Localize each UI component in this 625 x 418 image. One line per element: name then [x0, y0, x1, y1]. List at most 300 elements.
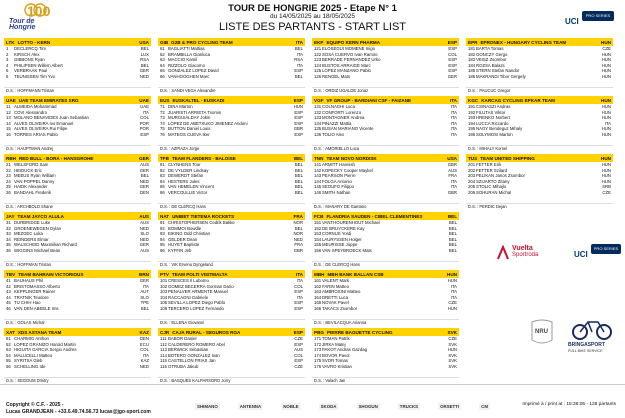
team-name: TFB: [160, 155, 169, 161]
rider-country: BEL: [294, 167, 303, 173]
rider-name: KIRSCH Alex: [14, 51, 40, 57]
team-director: D.S. : AMORIELLO Luca: [312, 145, 459, 151]
rider-country: HUN: [601, 126, 611, 132]
rider-name: LOPEZ GRANIZO Harold Martin: [14, 341, 76, 347]
team-block: [466, 96, 613, 152]
rider-name: STERN Stefan Nandor: [476, 68, 520, 74]
team-block: [4, 212, 151, 268]
rider-country: ESP: [294, 68, 303, 74]
team-name: EKP: [314, 39, 324, 45]
rider-bib: 172: [314, 341, 322, 347]
rider-country: NOR: [293, 231, 303, 237]
rider-name: TRATNIK Teodore: [14, 294, 49, 300]
rider-bib: 1: [6, 46, 9, 51]
rider-name: BOVOR Pavol: [322, 352, 350, 358]
rider-country: ITA: [296, 294, 303, 300]
team-header: [466, 38, 613, 46]
rider-name: MEEUS Ryan William: [14, 173, 56, 179]
rider-bib: 35: [6, 242, 11, 248]
rider-bib: 71: [160, 104, 165, 109]
team-block: [4, 154, 151, 210]
rider-country: ESP: [448, 62, 457, 68]
team-country: ESP: [293, 97, 303, 103]
rider-bib: 143: [314, 173, 322, 179]
rider-bib: 132: [314, 109, 322, 115]
rider-name: MEZGEC Luka: [14, 231, 43, 237]
rider-bib: 116: [160, 363, 167, 369]
rider-country: DEN: [139, 189, 149, 195]
rider-bib: 44: [6, 294, 11, 300]
rider-country: ITA: [296, 278, 303, 283]
rider-country: HUN: [601, 131, 611, 137]
rider-country: SLO: [140, 294, 149, 300]
rider-country: BEL: [448, 242, 457, 248]
rider-country: BEL: [294, 46, 303, 51]
rider-country: ESP: [448, 46, 457, 51]
partner-logo: TRUCKS: [399, 403, 419, 409]
rider-bib: 45: [6, 300, 11, 306]
rider-row: [466, 74, 613, 80]
team-name: TNN: [314, 155, 324, 161]
team-header: [4, 154, 151, 162]
rider-bib: 165: [314, 300, 322, 306]
rider-bib: 175: [314, 358, 322, 364]
team-name: LTK: [6, 39, 15, 45]
rider-bib: 123: [314, 57, 322, 63]
team-header: [158, 328, 305, 336]
rider-name: SZIJARTO Zitany: [476, 178, 510, 184]
rider-country: ITA: [450, 283, 457, 289]
rider-name: BOTERO GONZALEZ Ivan: [168, 352, 220, 358]
rider-bib: 12: [6, 109, 11, 115]
team-director: D.S. : PAUCUC Gregor: [466, 87, 613, 93]
race-title: TOUR DE HONGRIE 2025 - Etape N° 1: [228, 3, 397, 14]
team-country: USA: [447, 155, 457, 161]
rider-country: ITA: [604, 120, 611, 126]
rider-name: HRENKO Norbert: [476, 115, 510, 121]
rider-bib: 145: [314, 184, 322, 190]
rider-name: TAKACS Zsombor: [322, 305, 358, 311]
rider-country: BEL: [448, 225, 457, 231]
team-director: D.S. : SEGOUM Dmitry: [4, 377, 151, 383]
rider-name: SMITH Nathan: [322, 189, 351, 195]
team-name: JAY: [6, 213, 15, 219]
rider-country: GER: [139, 68, 149, 74]
rider-country: RSA: [294, 57, 303, 63]
rider-name: VEISZ Zsombor: [476, 57, 507, 63]
rider-bib: 162: [314, 283, 322, 289]
team-full-name: FLANDRIA SAUDEN - CIBEL CLEMENTINES: [326, 213, 423, 219]
rider-name: MONTAGNER Andrea: [322, 115, 365, 121]
rider-name: GIBBONS Ryan: [14, 57, 45, 63]
rider-country: UAE: [140, 104, 149, 109]
rider-name: BUTTON Daniel Louis: [168, 126, 211, 132]
rider-row: [312, 248, 459, 254]
rider-name: BABOR Daniel: [168, 336, 197, 341]
team-block: [158, 96, 305, 152]
rider-row: [158, 306, 305, 312]
race-dates: du 14/05/2025 au 18/05/2025: [270, 13, 355, 20]
rider-bib: 83: [160, 173, 165, 179]
rider-name: CORNUS Yordi: [322, 231, 352, 237]
team-country: HUN: [601, 39, 611, 45]
print-info: Imprimé à / print at : 15:36:05 - 128 partants: [522, 402, 616, 407]
rider-name: LOPEZ DE ABETXUKO JIMENEZ Andoni: [168, 120, 248, 126]
team-block: [466, 38, 613, 94]
rider-name: PHILIPSEN Willem Albert: [14, 62, 63, 68]
rider-name: VAN POPPEL Danny: [14, 178, 55, 184]
team-name: MBH: [314, 271, 325, 277]
rider-name: WALSCHEID Maximilian Richard: [14, 242, 77, 248]
rider-country: AUT: [140, 289, 149, 295]
rider-bib: 181: [468, 46, 476, 51]
partner-logo: SHOGUN: [358, 403, 378, 409]
rider-country: COL: [294, 352, 303, 358]
partner-logo: ANTENNA: [239, 403, 262, 409]
rider-bib: 103: [160, 289, 168, 295]
rider-name: SYRITSA Gleb: [14, 358, 43, 364]
rider-name: COLNAGHI Luca: [322, 104, 355, 109]
rider-country: TPE: [140, 300, 149, 306]
nru-text: NRU: [535, 329, 548, 335]
team-director: D.S. : HOFFMAN Tristan: [4, 261, 151, 267]
rider-bib: 6: [6, 73, 9, 79]
rider-bib: 195: [468, 126, 476, 132]
logo-text-2: Hongrie: [9, 24, 36, 31]
rider-country: FRA: [448, 173, 457, 179]
rider-country: COL: [448, 51, 457, 57]
rider-bib: 152: [314, 225, 322, 231]
rider-bib: 15: [6, 126, 11, 132]
rider-country: ESP: [294, 289, 303, 295]
rider-row: [312, 306, 459, 312]
rider-name: FETTER Erik: [476, 162, 502, 167]
rider-name: JUARISTI ARRIETA Txomin: [168, 109, 222, 115]
rider-name: GONCZY Gergo: [476, 51, 508, 57]
rider-name: HIGUITA GARCIA Sergio Andres: [14, 347, 77, 353]
team-header: [158, 38, 305, 46]
team-country: ESP: [447, 39, 457, 45]
rider-bib: 31: [6, 220, 11, 225]
rider-bib: 124: [314, 62, 322, 68]
rider-country: SVK: [448, 352, 457, 358]
team-name: EPR: [468, 39, 478, 45]
rider-bib: 166: [314, 305, 322, 311]
team-block: [4, 270, 151, 326]
team-name: UAE: [6, 97, 16, 103]
rider-bib: 185: [468, 68, 476, 74]
team-director: D.S. : ELLENA Giovanni: [158, 319, 305, 325]
rider-country: NED: [139, 73, 149, 79]
rider-name: MOLANO BENAVIDES Juan Sebastian: [14, 115, 89, 121]
team-header: [4, 38, 151, 46]
team-country: ITA: [295, 39, 303, 45]
logo-text: Tour de: [9, 18, 35, 25]
rider-row: [312, 190, 459, 196]
rider-bib: 101: [160, 278, 168, 283]
team-country: ITA: [295, 271, 303, 277]
team-block: [312, 38, 459, 94]
team-full-name: MBH BANK BALLAN CSB: [327, 271, 384, 277]
team-header: [312, 328, 459, 336]
rider-bib: 191: [468, 104, 476, 109]
uci-logo-2: [574, 244, 622, 259]
team-full-name: UAE TEAM EMIRATES XRG: [18, 97, 79, 103]
rider-country: CZE: [448, 300, 457, 306]
rider-country: NED: [293, 236, 303, 242]
team-country: USA: [139, 39, 149, 45]
rider-name: BRAMBILLA Gianluca: [168, 51, 211, 57]
rider-country: GER: [139, 167, 149, 173]
rider-country: BEL: [294, 173, 303, 179]
rider-bib: 151: [314, 220, 322, 225]
team-block: [158, 154, 305, 210]
rider-name: NOVAK Pavel: [322, 300, 349, 306]
rider-name: EIKING Odd Christian: [168, 231, 211, 237]
rider-bib: 84: [160, 178, 165, 184]
rider-country: ITA: [450, 104, 457, 109]
rider-country: SRB: [602, 184, 611, 190]
rider-bib: 75: [160, 126, 165, 132]
rider-name: SCHELLING Ide: [14, 363, 46, 369]
header: [0, 0, 625, 36]
rider-bib: 16: [6, 131, 11, 137]
rider-country: BEL: [448, 236, 457, 242]
uci-logo: [565, 11, 621, 26]
rider-country: BEL: [294, 178, 303, 184]
rider-name: RIZZOLO Giacomo: [168, 62, 206, 68]
rider-name: HAIDK Alexander: [14, 184, 48, 190]
rider-bib: 22: [6, 167, 11, 173]
rider-row: [158, 132, 305, 138]
team-country: FRA: [293, 213, 303, 219]
rider-bib: 76: [160, 131, 165, 137]
rider-bib: 161: [314, 278, 322, 283]
rider-name: TEUNISSEN Tim Yvo: [14, 73, 55, 79]
team-director: D.S. : DE CLERCQ Hans: [158, 203, 305, 209]
rider-name: ROZSA Balazs: [476, 62, 505, 68]
rider-bib: 72: [160, 109, 165, 115]
rider-name: DE VYLDER Lindsay: [168, 167, 209, 173]
rider-bib: 184: [468, 62, 476, 68]
rider-bib: 163: [314, 289, 322, 295]
team-full-name: VF GROUP - BARDIANI CSF - FAIZANE: [326, 97, 412, 103]
team-country: BRN: [139, 271, 149, 277]
rider-bib: 25: [6, 184, 11, 190]
rider-country: AUS: [294, 347, 303, 353]
rider-country: ITA: [450, 289, 457, 295]
uci-pro-series: PRO SERIES: [582, 11, 614, 21]
rider-name: TOLIO Alex: [322, 131, 345, 137]
team-director: D.S. : BASQUES KALPARSORO Jorry: [158, 377, 305, 383]
rider-country: HUN: [447, 347, 457, 353]
rider-bib: 192: [468, 109, 476, 115]
rider-bib: 92: [160, 225, 165, 231]
rider-row: [4, 364, 151, 370]
rider-country: GER: [139, 278, 149, 283]
team-director: D.S. : BEVILACQUA Arianna: [312, 319, 459, 325]
rider-name: RENGEL Mats: [322, 73, 351, 79]
bicycle-icon: [566, 316, 618, 342]
rider-country: GER: [139, 184, 149, 190]
rider-country: HUN: [447, 278, 457, 283]
rider-bib: 154: [314, 236, 322, 242]
rider-bib: 135: [314, 126, 322, 132]
rider-country: ESP: [448, 57, 457, 63]
bringasport-text: BRINGASPORT: [568, 342, 605, 348]
rider-country: KAZ: [140, 358, 149, 364]
rider-name: LAURYSSEN Holger: [322, 236, 362, 242]
team-full-name: KARCAG CYCLING EPKAR TEAM: [481, 97, 555, 103]
rider-name: KOPECKY Cooper Maykel: [322, 167, 373, 173]
rider-name: DEWERDT Stefan: [168, 173, 204, 179]
rider-name: MACCIO Kamil: [168, 57, 198, 63]
rider-name: VAN SPEYBROECK Mats: [322, 247, 372, 253]
team-full-name: XDS ASTANA TEAM: [17, 329, 62, 335]
team-director: D.S. : MANARY DE Gaetano: [312, 203, 459, 209]
partner-logo: NOBLE: [283, 403, 299, 409]
rider-bib: 113: [160, 347, 167, 353]
rider-bib: 21: [6, 162, 11, 167]
rider-row: [312, 132, 459, 138]
rider-bib: 131: [314, 104, 322, 109]
rider-country: AUS: [140, 247, 149, 253]
rider-bib: 193: [468, 115, 476, 121]
vuelta-subtext: Sportroda: [512, 252, 539, 258]
rider-bib: 3: [6, 57, 9, 63]
rider-country: POR: [139, 120, 149, 126]
rider-bib: 34: [6, 236, 11, 242]
team-country: KAZ: [139, 329, 149, 335]
rider-name: BARTA Tomas: [476, 46, 504, 51]
rider-name: DECLERCQ Tim: [14, 46, 46, 51]
rider-country: HUN: [601, 51, 611, 57]
rider-country: BEL: [294, 73, 303, 79]
rider-name: CASTELLON FRIAS Jan: [168, 358, 216, 364]
rider-country: BEL: [448, 231, 457, 237]
rider-country: GBR: [293, 247, 303, 253]
rider-name: GELDER Dean: [168, 236, 198, 242]
team-name: PBG: [314, 329, 324, 335]
rider-name: BAGLIATTI Mattias: [168, 46, 205, 51]
team-block: [466, 154, 613, 210]
rider-name: BANDAHL Frederik: [14, 189, 52, 195]
rider-bib: 114: [160, 352, 167, 358]
rider-country: BEL: [140, 62, 149, 68]
uci-pro-series-2: PRO SERIES: [591, 244, 621, 254]
team-block: [4, 38, 151, 94]
rider-bib: 133: [314, 115, 322, 121]
rider-country: GBR: [293, 126, 303, 132]
rider-country: LUX: [140, 51, 149, 57]
rider-bib: 85: [160, 184, 165, 190]
rider-bib: 146: [314, 189, 322, 195]
team-director: D.S. : ORDIZ UGALDE Jonaz: [312, 87, 459, 93]
rider-country: GBR: [447, 189, 457, 195]
rider-country: CZE: [602, 189, 611, 195]
rider-bib: 196: [468, 131, 476, 137]
rider-bib: 96: [160, 247, 165, 253]
rider-country: BEL: [448, 220, 457, 225]
team-full-name: TEAM POLTI VISITMALTA: [171, 271, 228, 277]
team-name: PTV: [160, 271, 169, 277]
rider-row: [158, 364, 305, 370]
rider-bib: 54: [6, 352, 11, 358]
rider-name: AMBROSINI Matteo: [322, 289, 361, 295]
team-header: [4, 328, 151, 336]
rider-bib: 141: [314, 162, 322, 167]
team-director: D.S. : MIHALY Kornel: [466, 145, 613, 151]
rider-country: HUN: [601, 68, 611, 74]
rider-name: MALUCELLI Matteo: [14, 352, 53, 358]
rider-country: HUN: [601, 178, 611, 184]
rider-name: RACCAGNI Gabriele: [168, 294, 209, 300]
team-name: EUS: [160, 97, 170, 103]
rider-name: LUCCA Riccardo: [476, 120, 509, 126]
team-country: ESP: [293, 329, 303, 335]
rider-bib: 94: [160, 236, 165, 242]
rider-country: FRA: [294, 242, 303, 248]
team-full-name: PIERRE BAGUETTE CYCLING: [326, 329, 393, 335]
team-full-name: TEAM JAYCO ALULA: [17, 213, 64, 219]
rider-country: ECU: [139, 341, 149, 347]
rider-country: SVK: [448, 341, 457, 347]
team-block: [312, 96, 459, 152]
rider-name: BOMMOI Bowdle: [168, 225, 202, 231]
rider-name: ALVES OLIVEIRA Ivo Emanuel: [14, 120, 74, 126]
rider-country: COL: [140, 115, 149, 121]
team-full-name: LOTTO - KERN: [17, 39, 51, 45]
contact: Lucas GRANDJEAN - +33.6.49.74.56.73 lucas@jgo-sport.com: [6, 409, 151, 415]
rider-bib: 144: [314, 178, 322, 184]
team-header: [158, 154, 305, 162]
rider-name: VERCOULLIE Victor: [168, 189, 208, 195]
rider-country: CZE: [294, 336, 303, 341]
rider-country: ITA: [450, 120, 457, 126]
team-full-name: TEAM FLANDERS - BALOISE: [171, 155, 236, 161]
team-full-name: UNIBET TIETEMA ROCKETS: [172, 213, 235, 219]
rider-country: COL: [140, 347, 149, 353]
rider-country: ITA: [450, 115, 457, 121]
rider-bib: 11: [6, 104, 11, 109]
team-name: CJR: [160, 329, 170, 335]
rider-name: SOLYMOSI Marton: [476, 131, 513, 137]
rider-name: KYFFIN Jeb: [168, 247, 192, 253]
rider-bib: 122: [314, 51, 322, 57]
rider-bib: 65: [160, 68, 165, 74]
rider-name: VALENT Mark: [322, 278, 350, 283]
logo-number: 100: [27, 3, 51, 19]
rider-bib: 156: [314, 247, 322, 253]
bringasport-subtext: FULL BIKE SERVICE: [568, 349, 603, 353]
rider-row: [4, 74, 151, 80]
team-block: [4, 328, 151, 384]
team-director: D.S. : DE CLERCQ Hans: [312, 261, 459, 267]
vuelta-logo: [512, 245, 572, 263]
rider-bib: 5: [6, 68, 9, 74]
rider-name: CHRISTOPHERSEN Cedrik Bakke: [168, 220, 235, 225]
rider-name: STOLIC Mihajlo: [476, 184, 507, 190]
team-country: GER: [139, 155, 149, 161]
rider-name: FILUTAS Viktor: [476, 109, 506, 115]
rider-country: ITA: [450, 126, 457, 132]
rider-country: BEL: [294, 189, 303, 195]
rider-country: ESP: [294, 120, 303, 126]
rider-country: ITA: [142, 352, 149, 358]
rider-name: PEARSON Pierre: [322, 173, 356, 179]
rider-country: ESP: [294, 358, 303, 364]
team-full-name: EUSKALTEL - EUSKADI: [172, 97, 225, 103]
